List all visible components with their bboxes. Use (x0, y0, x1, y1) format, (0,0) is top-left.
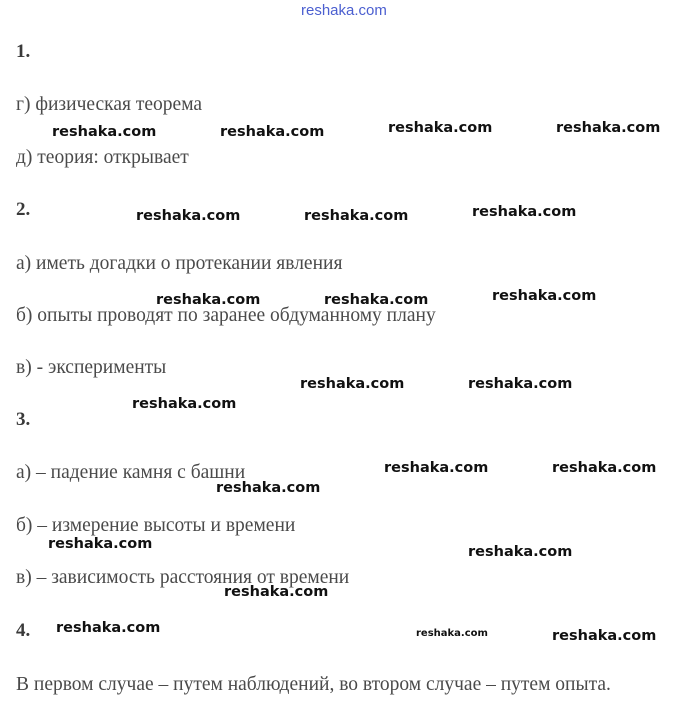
watermark: reshaka.com (132, 396, 237, 412)
watermark: reshaka.com (472, 204, 577, 220)
watermark: reshaka.com (388, 120, 493, 136)
watermark: reshaka.com (220, 124, 325, 140)
watermark: reshaka.com (384, 460, 489, 476)
question-1-number: 1. (16, 41, 31, 62)
watermark: reshaka.com (300, 376, 405, 392)
watermark: reshaka.com (324, 292, 429, 308)
question-3-answer-v: в) – зависимость расстояния от времени (16, 567, 350, 588)
question-1-answer-d: д) теория: открывает (16, 147, 189, 168)
watermark: reshaka.com (556, 120, 661, 136)
watermark: reshaka.com (552, 460, 657, 476)
watermark: reshaka.com (52, 124, 157, 140)
question-2-answer-a: а) иметь догадки о протекании явления (16, 253, 343, 274)
question-1-answer-g: г) физическая теорема (16, 94, 203, 115)
question-3-number: 3. (16, 409, 31, 430)
watermark: reshaka.com (468, 544, 573, 560)
watermark: reshaka.com (136, 208, 241, 224)
watermark: reshaka.com (48, 536, 153, 552)
question-2-answer-v: в) - эксперименты (16, 357, 167, 378)
watermark: reshaka.com (216, 480, 321, 496)
watermark: reshaka.com (304, 208, 409, 224)
question-2-number: 2. (16, 199, 31, 220)
question-3-answer-a: а) – падение камня с башни (16, 462, 246, 483)
watermark: reshaka.com (552, 628, 657, 644)
watermark: reshaka.com (492, 288, 597, 304)
site-header-link[interactable]: reshaka.com (301, 2, 387, 19)
question-4-number: 4. (16, 620, 31, 641)
question-2-answer-b: б) опыты проводят по заранее обдуманному плану (16, 305, 436, 326)
watermark: reshaka.com (224, 584, 329, 600)
watermark: reshaka.com (468, 376, 573, 392)
watermark: reshaka.com (156, 292, 261, 308)
watermark: reshaka.com (416, 628, 488, 639)
question-4-answer: В первом случае – путем наблюдений, во втором случае – путем опыта. (16, 674, 611, 695)
watermark: reshaka.com (56, 620, 161, 636)
question-3-answer-b: б) – измерение высоты и времени (16, 515, 296, 536)
